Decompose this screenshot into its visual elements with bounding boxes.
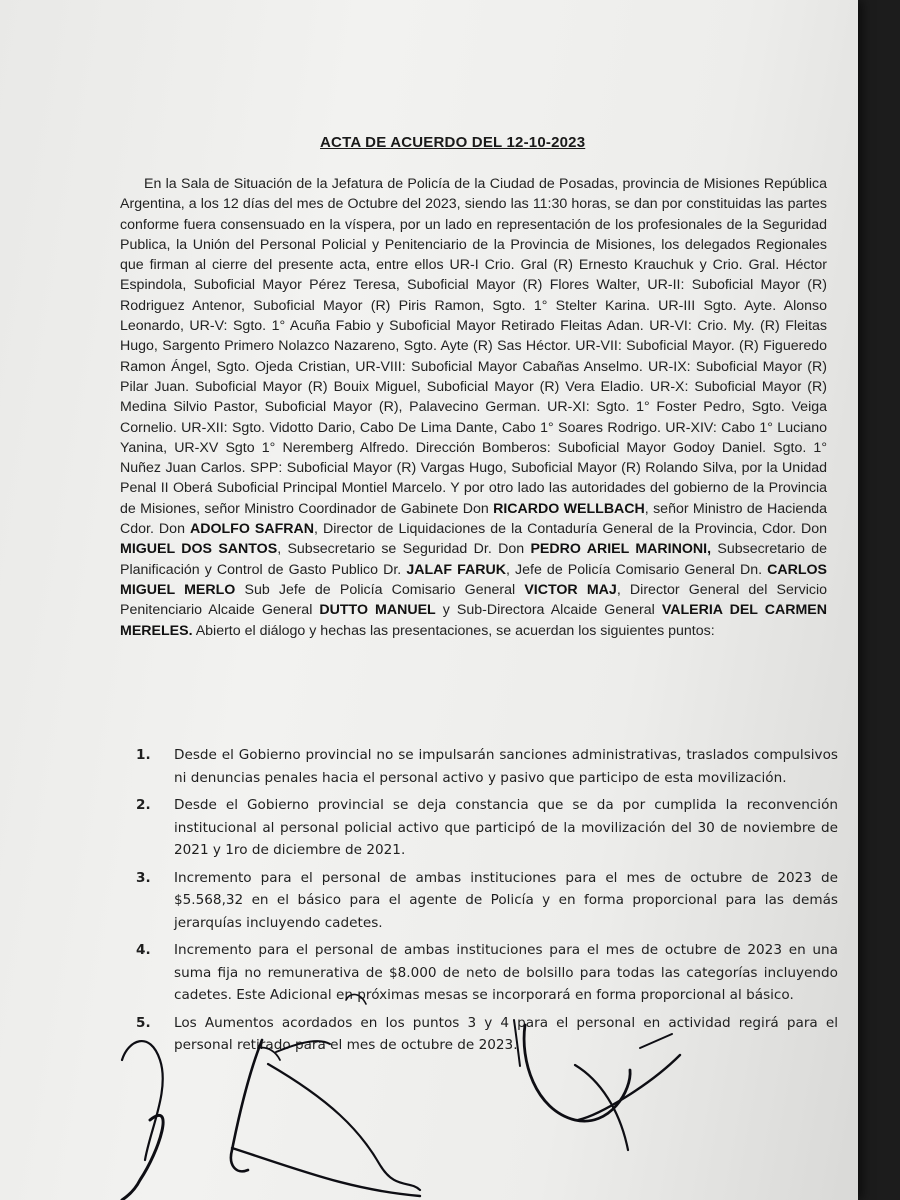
point-text: Incremento para el personal de ambas instituciones para el mes de octubre de 2023 de $5.568,32 en el básico para el agente de Policía y en forma proporcional para las demás jerarquías incluyendo cadetes. bbox=[174, 869, 838, 931]
bold-name: DUTTO MANUEL bbox=[319, 602, 436, 619]
point-number: 4. bbox=[136, 942, 151, 958]
signature-stroke-right-4 bbox=[640, 1034, 672, 1048]
paragraph-text: y Sub-Directora Alcaide General bbox=[435, 602, 662, 619]
paragraph-text: , Director de Liquidaciones de la Contaduría General de la Provincia, Cdor. Don bbox=[314, 521, 827, 538]
paragraph-text: , Jefe de Policía Comisario General Dn. bbox=[506, 561, 768, 578]
paragraph-text: Abierto el diálogo y hechas las presentaciones, se acuerdan los siguientes puntos: bbox=[192, 622, 715, 639]
paragraph-text: , señor Ministro de Hacienda Cdor. Don bbox=[120, 500, 827, 538]
signature-stroke-mid-2 bbox=[232, 1148, 420, 1196]
bold-name: CARLOS MIGUEL MERLO bbox=[120, 561, 828, 598]
signature-stroke-right-3 bbox=[578, 1055, 680, 1120]
point-text: Desde el Gobierno provincial no se impulsarán sanciones administrativas, traslados compulsivos ni denuncias penales hacia el personal activo y pasivo que participo de esta movilización. bbox=[174, 747, 838, 786]
signature-stroke-left-2 bbox=[122, 1041, 163, 1160]
paragraph-text: En la Sala de Situación de la Jefatura de Policía de la Ciudad de Posadas, provincia de Misiones República Argentina, a los 12 días del mes de Octubre del 2023, siendo las 11:30 horas, se dan por constituidas las partes conforme fuera consensuado en la víspera, por un lado en representación de los profesionales de la Seguridad Publica, la Unión del Personal Policial y Penitenciario de la Provincia de Misiones, los delegados Regionales que firman al cierre del presente acta, entre ellos UR-I Crio. Gral (R) Ernesto Krauchuk y Crio. Gral. Héctor Espindola, Suboficial Mayor Pérez Teresa, Suboficial Mayor (R) Flores Walter, UR-II: Suboficial Mayor (R) Rodriguez Antenor, Suboficial Mayor (R) Piris Ramon, Sgto. 1° Stelter Karina. UR-III Sgto. Ayte. Alonso Leonardo, UR-V: Sgto. 1° Acuña Fabio y Suboficial Mayor Retirado Fleitas Adan. UR-VI: Crio. My. (R) Fleitas Hugo, Sargento Primero Nolazco Nazareno, Sgto. Ayte (R) Sas Héctor. UR-VII: Suboficial Mayor. (R) Figueredo Ramon Ángel, Sgto. Ojeda Cristian, UR-VIII: Suboficial Mayor Cabañas Anselmo. UR-IX: Suboficial Mayor (R) Pilar Juan. Suboficial Mayor (R) Bouix Miguel, Suboficial Mayor (R) Vera Eladio. UR-X: Suboficial Mayor (R) Medina Silvio Pastor, Suboficial Mayor (R), Palavecino German. UR-XI: Sgto. 1° Foster Pedro, Sgto. Veiga Cornelio. UR-XII: Sgto. Vidotto Dario, Cabo De Lima Dante, Cabo 1° Soares Rodrigo. UR-XIV: Cabo 1° Luciano Yanina, UR-XV Sgto 1° Neremberg Alfredo. Dirección Bomberos: Suboficial Mayor Godoy Daniel. Sgto. 1° Nuñez Juan Carlos. SPP: Suboficial Mayor (R) Vargas Hugo, Suboficial Mayor (R) Rolando Silva, por la Unidad Penal II Oberá Suboficial Principal Montiel Marcelo. Y por otro lado las autoridades del gobierno de la Provincia de Misiones, señor Ministro Coordinador de Gabinete Don bbox=[120, 176, 827, 517]
signature-stroke-right-2 bbox=[575, 1065, 628, 1150]
point-number: 1. bbox=[136, 747, 151, 763]
paragraph-text: , Subsecretario se Seguridad Dr. Don bbox=[277, 541, 531, 558]
signature-stroke-right-1 bbox=[524, 1025, 630, 1121]
bold-name: ADOLFO SAFRAN bbox=[189, 521, 315, 538]
signature-stroke-small-2 bbox=[514, 1020, 520, 1066]
signature-stroke-left-1 bbox=[122, 1115, 163, 1200]
paragraph-text: , Director General del Servicio Penitenciario Alcaide General bbox=[120, 581, 827, 619]
document-title: ACTA DE ACUERDO DEL 12-10-2023 bbox=[320, 134, 586, 151]
point-text: Desde el Gobierno provincial se deja constancia que se da por cumplida la reconvención institucional al personal policial activo que participó de la movilización del 30 de noviembre de 2021 y 1ro de diciembre de 2021. bbox=[174, 797, 838, 858]
paragraph-text: Sub Jefe de Policía Comisario General bbox=[235, 581, 525, 598]
bold-name: PEDRO ARIEL MARINONI, bbox=[530, 541, 712, 558]
bold-name: JALAF FARUK bbox=[406, 561, 507, 578]
point-text: Los Aumentos acordados en los puntos 3 y 4 para el personal en actividad regirá para el personal retirado para el mes de octubre de 2023. bbox=[174, 1014, 838, 1053]
bold-name: MIGUEL DOS SANTOS bbox=[120, 541, 278, 558]
paragraph-text: Subsecretario de Planificación y Control de Gasto Publico Dr. bbox=[120, 541, 828, 578]
bold-name: VALERIA DEL CARMEN MERELES. bbox=[120, 602, 827, 639]
signature-stroke-mid-4 bbox=[276, 1041, 330, 1052]
point-text: Incremento para el personal de ambas instituciones para el mes de octubre de 2023 en una suma fija no remunerativa de $8.000 de neto de bolsillo para todas las categorías incluyendo cadetes. Este Adicional en próximas mesas se incorporará en forma proporcional al básico. bbox=[174, 942, 838, 1003]
bold-name: VICTOR MAJ bbox=[524, 581, 617, 598]
point-number: 2. bbox=[136, 797, 151, 813]
bold-name: RICARDO WELLBACH bbox=[493, 500, 645, 517]
signature-stroke-small-1 bbox=[346, 994, 366, 1004]
point-number: 3. bbox=[136, 869, 151, 886]
signature-stroke-mid-3 bbox=[268, 1064, 420, 1190]
signature-stroke-small-3 bbox=[258, 1048, 280, 1060]
point-number: 5. bbox=[136, 1014, 151, 1031]
